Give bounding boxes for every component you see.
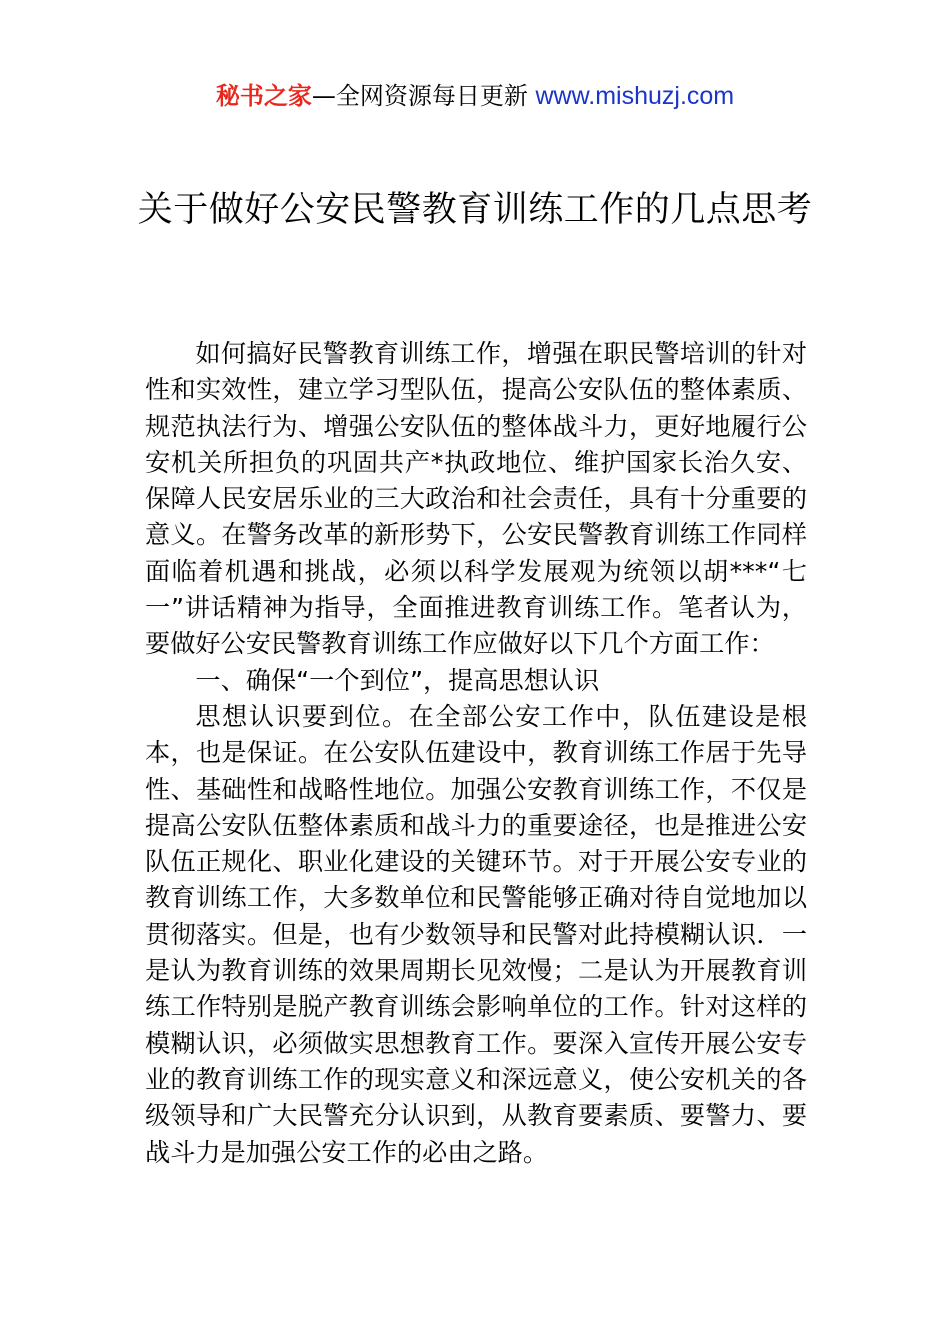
document-title: 关于做好公安民警教育训练工作的几点思考: [137, 190, 813, 230]
intro-paragraph: 如何搞好民警教育训练工作，增强在职民警培训的针对性和实效性，建立学习型队伍，提高公安队伍的整体素质、规范执法行为、增强公安队伍的整体战斗力，更好地履行公安机关所担负的巩固共产*执政地位、维护国家长治久安、保障人民安居乐业的三大政治和社会责任，具有十分重要的意义。在警务改革的新形势下，公安民警教育训练工作同样面临着机遇和挑战，必须以科学发展观为统领以胡***“七一”讲话精神为指导，全面推进教育训练工作。笔者认为，要做好公安民警教育训练工作应做好以下几个方面工作：: [145, 339, 807, 659]
site-brand: 秘书之家: [215, 82, 312, 110]
body-paragraph: 思想认识要到位。在全部公安工作中，队伍建设是根本，也是保证。在公安队伍建设中，教育训练工作居于先导性、基础性和战略性地位。加强公安教育训练工作，不仅是提高公安队伍整体素质和战斗力的重要途径，也是推进公安队伍正规化、职业化建设的关键环节。对于开展公安专业的教育训练工作，大多数单位和民警能够正确对待自觉地加以贯彻落实。但是，也有少数领导和民警对此持模糊认识．一是认为教育训练的效果周期长见效慢；二是认为开展教育训练工作特别是脱产教育训练会影响单位的工作。针对这样的模糊认识，必须做实思想教育工作。要深入宣传开展公安专业的教育训练工作的现实意义和深远意义，使公安机关的各级领导和广大民警充分认识到，从教育要素质、要警力、要战斗力是加强公安工作的必由之路。: [145, 701, 807, 1167]
site-url-link[interactable]: www.mishuzj.com: [535, 82, 735, 110]
section-heading: 一、确保“一个到位”，提高思想认识: [195, 665, 600, 695]
site-header: [0, 78, 950, 114]
site-tagline: —全网资源每日更新: [311, 82, 536, 110]
document-body: [145, 336, 807, 1171]
